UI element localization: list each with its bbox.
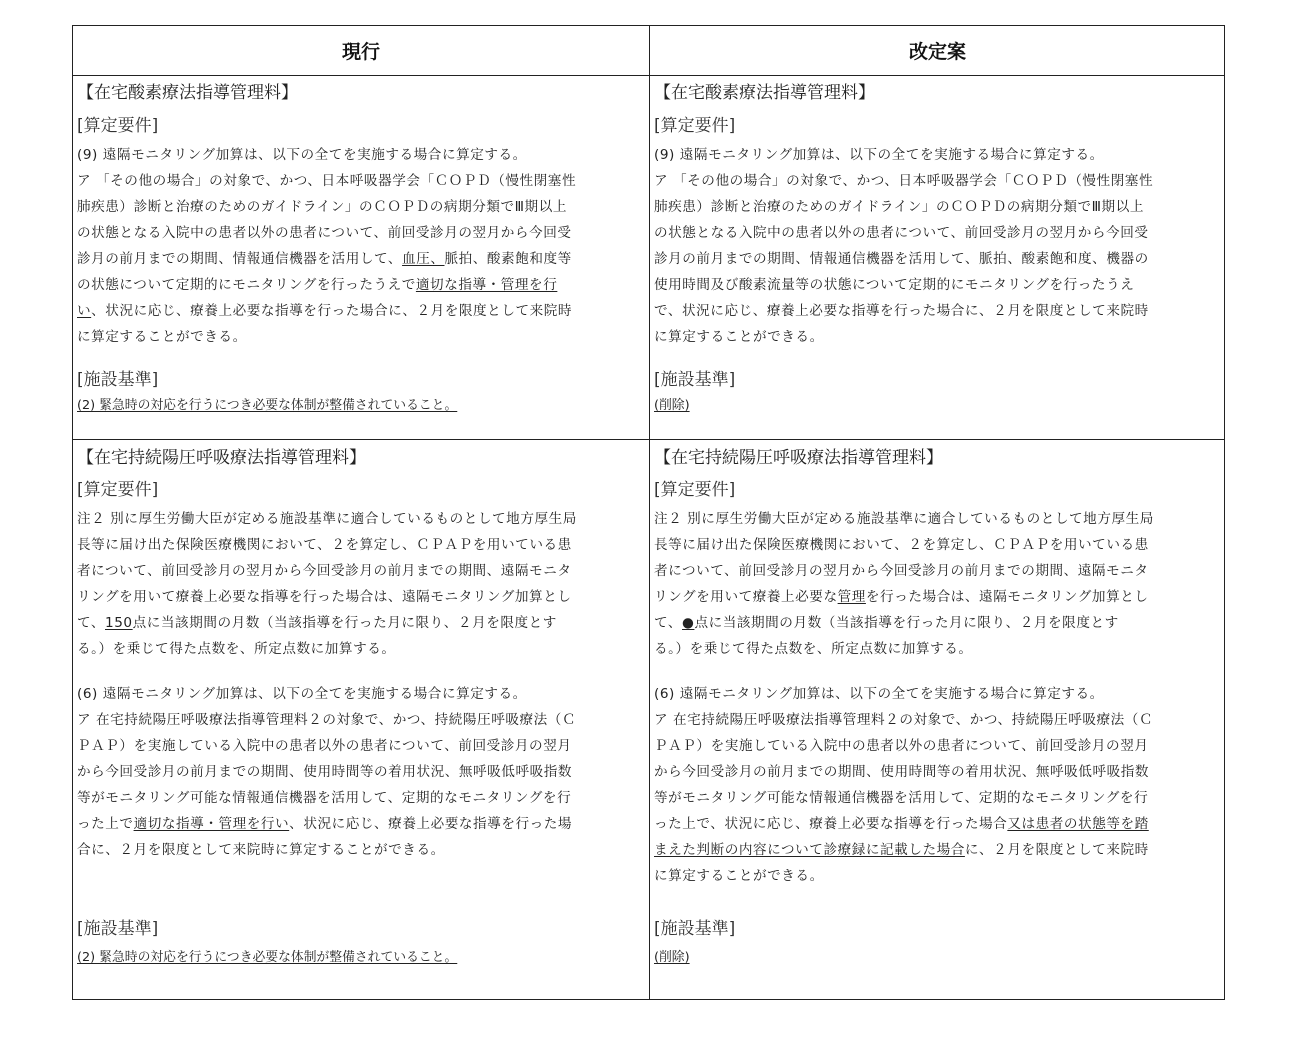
section2-revised-line: 者について、前回受診月の翌月から今回受診月の前月までの期間、遠隔モニタ (654, 563, 1149, 579)
section2-current-line (77, 812, 572, 832)
placeholder-value: ● (682, 615, 695, 631)
section1-revised-line: (9) 遠隔モニタリング加算は、以下の全てを実施する場合に算定する。 (654, 147, 1104, 163)
section2-revised-facility: (削除) (654, 950, 690, 965)
section2-revised-line: ア 在宅持続陽圧呼吸療法指導管理料２の対象で、かつ、持続陽圧呼吸療法（Ｃ (654, 712, 1154, 728)
section2-revised-line: 注２ 別に厚生労働大臣が定める施設基準に適合しているものとして地方厚生局 (654, 511, 1154, 527)
text-run: て、 (654, 615, 683, 631)
inserted-text: 管理 (837, 589, 866, 605)
section1-revised-line: ア 「その他の場合」の対象で、かつ、日本呼吸器学会「ＣＯＰＤ（慢性閉塞性 (654, 173, 1154, 189)
row-divider (73, 439, 1224, 440)
text-run: 診月の前月までの期間、情報通信機器を活用して、 (77, 251, 403, 267)
section2-current-calc-heading: [算定要件] (77, 480, 159, 500)
section1-revised-facility-heading: [施設基準] (654, 370, 736, 390)
section2-current-line: ア 在宅持続陽圧呼吸療法指導管理料２の対象で、かつ、持続陽圧呼吸療法（Ｃ (77, 712, 577, 728)
deleted-text: 適切な指導・管理を行い (133, 816, 290, 832)
text-run: 、状況に応じ、療養上必要な指導を行った場合に、２月を限度として来院時 (91, 303, 573, 319)
section1-revised-line: 診月の前月までの期間、情報通信機器を活用して、脈拍、酸素飽和度、機器の (654, 251, 1149, 267)
text-run: 点に当該期間の月数（当該指導を行った月に限り、２月を限度とす (132, 615, 557, 631)
deleted-text: 血圧、 (402, 251, 445, 267)
section2-current-line: 長等に届け出た保険医療機関において、２を算定し、ＣＰＡＰを用いている患 (77, 537, 572, 553)
section2-current-line (77, 611, 557, 631)
section1-revised-line: に算定することができる。 (654, 329, 824, 345)
section1-current-line: に算定することができる。 (77, 329, 247, 345)
section2-revised-line: ＰＡＰ）を実施している入院中の患者以外の患者について、前回受診月の翌月 (654, 738, 1149, 754)
section2-current-line: る。）を乗じて得た点数を、所定点数に加算する。 (77, 641, 396, 657)
section2-current-facility-heading: [施設基準] (77, 919, 159, 939)
section1-current-calc-heading: [算定要件] (77, 116, 159, 136)
section2-revised-title: 【在宅持続陽圧呼吸療法指導管理料】 (654, 448, 943, 468)
header-revised: 改定案 (908, 41, 966, 63)
comparison-table (72, 25, 1225, 1000)
section1-revised-title: 【在宅酸素療法指導管理料】 (654, 83, 875, 103)
deleted-text: い (77, 303, 92, 319)
section1-revised-line: 肺疾患）診断と治療のためのガイドライン」のＣＯＰＤの病期分類でⅢ期以上 (654, 199, 1144, 215)
deleted-text: 150 (105, 615, 133, 631)
text-run: に、２月を限度として来院時 (964, 842, 1149, 858)
column-divider (649, 26, 650, 999)
section1-current-line: ア 「その他の場合」の対象で、かつ、日本呼吸器学会「ＣＯＰＤ（慢性閉塞性 (77, 173, 577, 189)
section1-current-line (77, 299, 572, 319)
section1-current-line: (9) 遠隔モニタリング加算は、以下の全てを実施する場合に算定する。 (77, 147, 527, 163)
section2-current-facility: (2) 緊急時の対応を行うにつき必要な体制が整備されていること。 (77, 950, 458, 965)
section2-revised-line: に算定することができる。 (654, 868, 824, 884)
section1-revised-calc-heading: [算定要件] (654, 116, 736, 136)
text-run: った上で (77, 816, 134, 832)
section2-revised-line: (6) 遠隔モニタリング加算は、以下の全てを実施する場合に算定する。 (654, 686, 1104, 702)
header-divider (73, 75, 1224, 76)
section2-current-line: (6) 遠隔モニタリング加算は、以下の全てを実施する場合に算定する。 (77, 686, 527, 702)
inserted-text: まえた判断の内容について診療録に記載した場合 (654, 842, 965, 858)
section2-current-line: から今回受診月の前月までの期間、使用時間等の着用状況、無呼吸低呼吸指数 (77, 764, 573, 780)
section2-current-line: リングを用いて療養上必要な指導を行った場合は、遠隔モニタリング加算とし (77, 589, 572, 605)
deleted-text: 適切な指導・管理を行 (415, 277, 558, 293)
section2-revised-calc-heading: [算定要件] (654, 480, 736, 500)
inserted-text: 又は患者の状態等を踏 (1007, 816, 1149, 832)
section1-current-facility: (2) 緊急時の対応を行うにつき必要な体制が整備されていること。 (77, 398, 458, 413)
section2-revised-facility-heading: [施設基準] (654, 919, 736, 939)
section2-current-line: 者について、前回受診月の翌月から今回受診月の前月までの期間、遠隔モニタ (77, 563, 572, 579)
text-run: 、状況に応じ、療養上必要な指導を行った場 (289, 816, 573, 832)
text-run: った上で、状況に応じ、療養上必要な指導を行った場合 (654, 816, 1008, 832)
section2-revised-line: 等がモニタリング可能な情報通信機器を活用して、定期的なモニタリングを行 (654, 790, 1149, 806)
section2-current-line: 等がモニタリング可能な情報通信機器を活用して、定期的なモニタリングを行 (77, 790, 572, 806)
section1-current-line: 肺疾患）診断と治療のためのガイドライン」のＣＯＰＤの病期分類でⅢ期以上 (77, 199, 567, 215)
text-run: 脈拍、酸素飽和度等 (444, 251, 572, 267)
section2-revised-line: から今回受診月の前月までの期間、使用時間等の着用状況、無呼吸低呼吸指数 (654, 764, 1150, 780)
section2-revised-line (654, 812, 1149, 832)
section1-revised-line: 使用時間及び酸素流量等の状態について定期的にモニタリングを行ったうえ (654, 277, 1135, 293)
section2-current-line: 注２ 別に厚生労働大臣が定める施設基準に適合しているものとして地方厚生局 (77, 511, 577, 527)
section1-current-title: 【在宅酸素療法指導管理料】 (77, 83, 298, 103)
text-run: 点に当該期間の月数（当該指導を行った月に限り、２月を限度とす (694, 615, 1119, 631)
text-run: リングを用いて療養上必要な (654, 589, 838, 605)
section1-revised-line: で、状況に応じ、療養上必要な指導を行った場合に、２月を限度として来院時 (654, 303, 1149, 319)
section1-current-line: の状態となる入院中の患者以外の患者について、前回受診月の翌月から今回受 (77, 225, 572, 241)
section2-revised-line (654, 585, 1149, 605)
section2-current-line: 合に、２月を限度として来院時に算定することができる。 (77, 842, 445, 858)
text-run: て、 (77, 615, 106, 631)
text-run: を行った場合は、遠隔モニタリング加算とし (865, 589, 1149, 605)
section1-revised-line: の状態となる入院中の患者以外の患者について、前回受診月の翌月から今回受 (654, 225, 1149, 241)
section2-revised-line (654, 838, 1149, 858)
section2-current-title: 【在宅持続陽圧呼吸療法指導管理料】 (77, 448, 366, 468)
section2-revised-line (654, 611, 1119, 631)
section1-current-line (77, 273, 557, 293)
header-current: 現行 (341, 41, 380, 63)
text-run: の状態について定期的にモニタリングを行ったうえで (77, 277, 416, 293)
section2-current-line: ＰＡＰ）を実施している入院中の患者以外の患者について、前回受診月の翌月 (77, 738, 572, 754)
section1-current-facility-heading: [施設基準] (77, 370, 159, 390)
section2-revised-line: 長等に届け出た保険医療機関において、２を算定し、ＣＰＡＰを用いている患 (654, 537, 1149, 553)
section1-revised-facility: (削除) (654, 398, 690, 413)
section2-revised-line: る。）を乗じて得た点数を、所定点数に加算する。 (654, 641, 973, 657)
section1-current-line (77, 247, 572, 267)
